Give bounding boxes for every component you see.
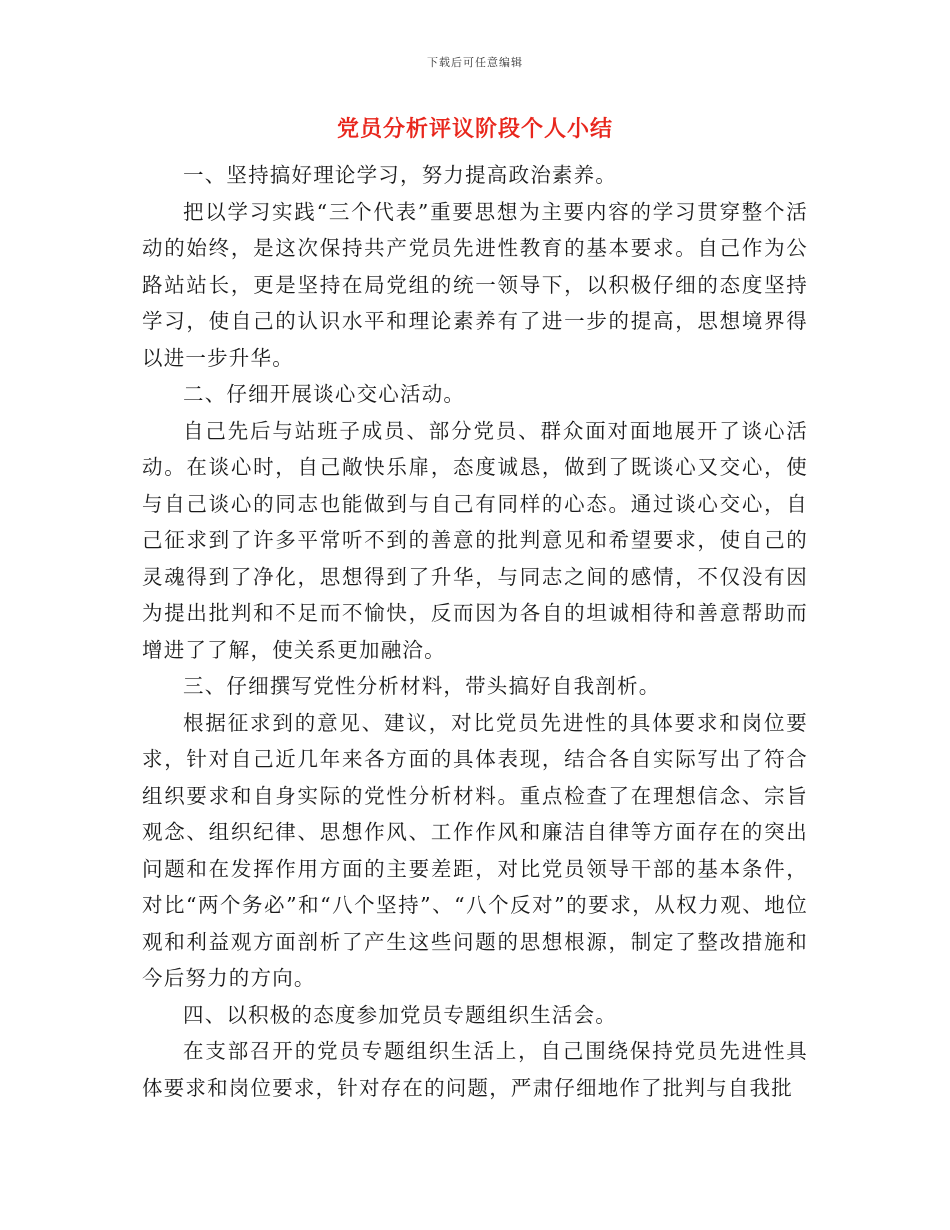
body-paragraph-2: 自己先后与站班子成员、部分党员、群众面对面地展开了谈心活动。在谈心时，自己敞快乐扉，态度诚恳，做到了既谈心又交心，使与自己谈心的同志也能做到与自己有同样的心态。通过谈心交心，自己征求到了许多平常听不到的善意的批判意见和希望要求，使自己的灵魂得到了净化，思想得到了升华，与同志之间的感情，不仅没有因为提出批判和不足而不愉快，反而因为各自的坦诚相待和善意帮助而增进了了解，使关系更加融洽。 — [142, 418, 808, 662]
section-heading-3: 三、仔细撰写党性分析材料，带头搞好自我剖析。 — [183, 674, 661, 698]
section-heading-2: 二、仔细开展谈心交心活动。 — [183, 382, 466, 406]
document-title: 党员分析评议阶段个人小结 — [336, 117, 613, 142]
body-paragraph-4: 在支部召开的党员专题组织生活上，自己围绕保持党员先进性具体要求和岗位要求，针对存在的问题，严肃仔细地作了批判与自我批 — [142, 1039, 808, 1100]
section-heading-4: 四、以积极的态度参加党员专题组织生活会。 — [183, 1002, 617, 1027]
body-paragraph-3: 根据征求到的意见、建议，对比党员先进性的具体要求和岗位要求，针对自己近几年来各方面的具体表现，结合各自实际写出了符合组织要求和自身实际的党性分析材料。重点检查了在理想信念、宗旨观念、组织纪律、思想作风、工作作风和廉洁自律等方面存在的突出问题和在发挥作用方面的主要差距，对比党员领导干部的基本条件，对比“两个务必”和“八个坚持”、“八个反对”的要求，从权力观、地位观和利益观方面剖析了产生这些问题的思想根源，制定了整改措施和今后努力的方向。 — [142, 710, 808, 990]
body-paragraph-1: 把以学习实践“三个代表”重要思想为主要内容的学习贯穿整个活动的始终，是这次保持共产党员先进性教育的基本要求。自己作为公路站站长，更是坚持在局党组的统一领导下，以积极仔细的态度坚持学习，使自己的认识水平和理论素养有了进一步的提高，思想境界得以进一步升华。 — [142, 199, 808, 370]
section-heading-1: 一、坚持搞好理论学习，努力提高政治素养。 — [183, 163, 617, 187]
document-body — [142, 157, 808, 1106]
page-header-note: 下载后可任意编辑 — [427, 56, 523, 69]
